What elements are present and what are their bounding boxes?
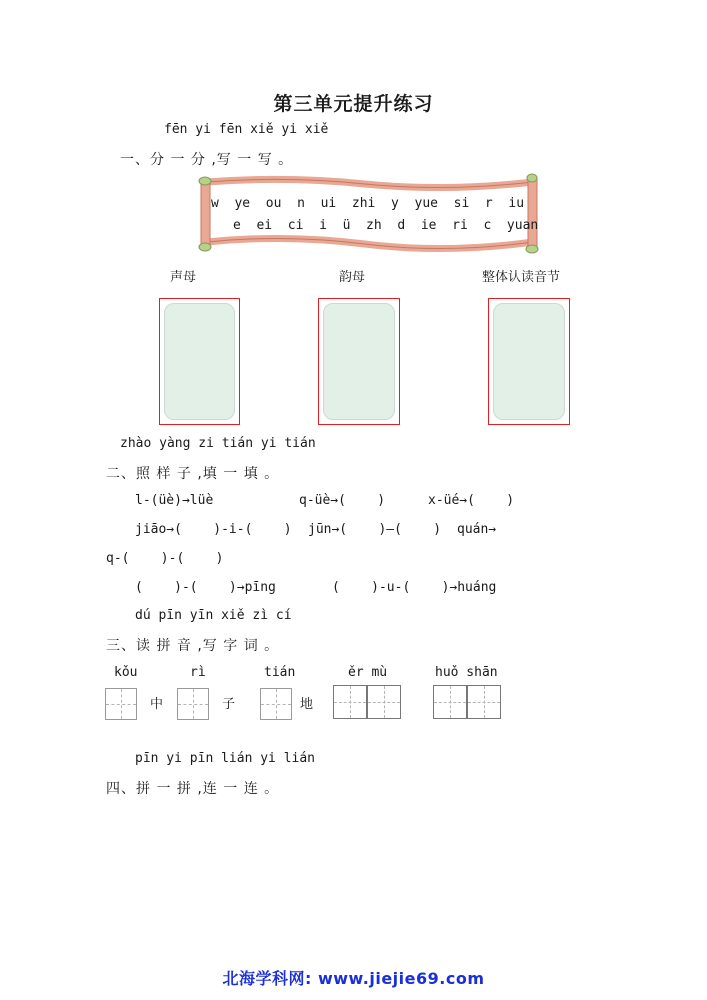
answer-box-initials[interactable] — [159, 298, 240, 425]
pinyin-tian: tián — [264, 665, 296, 680]
fill-xue[interactable]: x-üé→( ) — [428, 493, 515, 508]
fill-quan[interactable]: quán→ — [457, 522, 497, 537]
fill-huang[interactable]: ( )-u-( )→huáng — [332, 580, 497, 595]
scroll-row-2: e ei ci i ü zh d ie ri c yuan — [233, 218, 539, 233]
box-label-whole-syllables: 整体认读音节 — [482, 270, 561, 285]
scroll-row-1: w ye ou n ui zhi y yue si r iu — [211, 196, 525, 211]
fill-jun[interactable]: jūn→( )—( ) — [308, 522, 442, 537]
section2-heading: 二、照 样 子 ,填 一 填 。 — [106, 466, 280, 482]
section4-heading: 四、拼 一 拼 ,连 一 连 。 — [106, 781, 280, 797]
answer-box-whole-syllables[interactable] — [488, 298, 570, 425]
example-lue: l-(üè)→lüè — [135, 493, 214, 508]
answer-box-finals[interactable] — [318, 298, 400, 425]
tian-grid-kou[interactable] — [105, 688, 137, 720]
tian-grid-er[interactable] — [333, 685, 367, 719]
char-zi: 子 — [222, 697, 236, 712]
tian-grid-mu[interactable] — [367, 685, 401, 719]
section1-pinyin: fēn yi fēn xiě yi xiě — [164, 122, 329, 137]
char-zhong: 中 — [150, 697, 164, 712]
page-title: 第三单元提升练习 — [273, 93, 434, 115]
tian-grid-shan[interactable] — [467, 685, 501, 719]
fill-jiao[interactable]: jiāo→( )-i-( ) — [135, 522, 292, 537]
tian-grid-huo[interactable] — [433, 685, 467, 719]
pinyin-kou: kǒu — [114, 665, 138, 680]
box-label-finals: 韵母 — [339, 270, 366, 285]
section1-heading: 一、分 一 分 ,写 一 写 。 — [120, 152, 294, 168]
section3-pinyin: dú pīn yīn xiě zì cí — [135, 608, 292, 623]
tian-grid-ri[interactable] — [177, 688, 209, 720]
pinyin-er-mu: ěr mù — [348, 665, 388, 680]
section3-heading: 三、读 拼 音 ,写 字 词 。 — [106, 638, 280, 654]
section4-pinyin: pīn yi pīn lián yi lián — [135, 751, 316, 766]
pinyin-huo-shan: huǒ shān — [435, 665, 498, 680]
fill-quan-parts[interactable]: q-( )-( ) — [106, 551, 224, 566]
fill-ping[interactable]: ( )-( )→pīng — [135, 580, 276, 595]
tian-grid-tian[interactable] — [260, 688, 292, 720]
footer-watermark: 北海学科网: www.jiejie69.com — [222, 969, 485, 988]
scroll-banner — [195, 172, 545, 256]
fill-que[interactable]: q-üè→( ) — [299, 493, 386, 508]
section2-pinyin: zhào yàng zi tián yi tián — [120, 436, 316, 451]
pinyin-ri: rì — [190, 665, 206, 680]
char-di: 地 — [300, 697, 314, 712]
box-label-initials: 声母 — [170, 270, 197, 285]
